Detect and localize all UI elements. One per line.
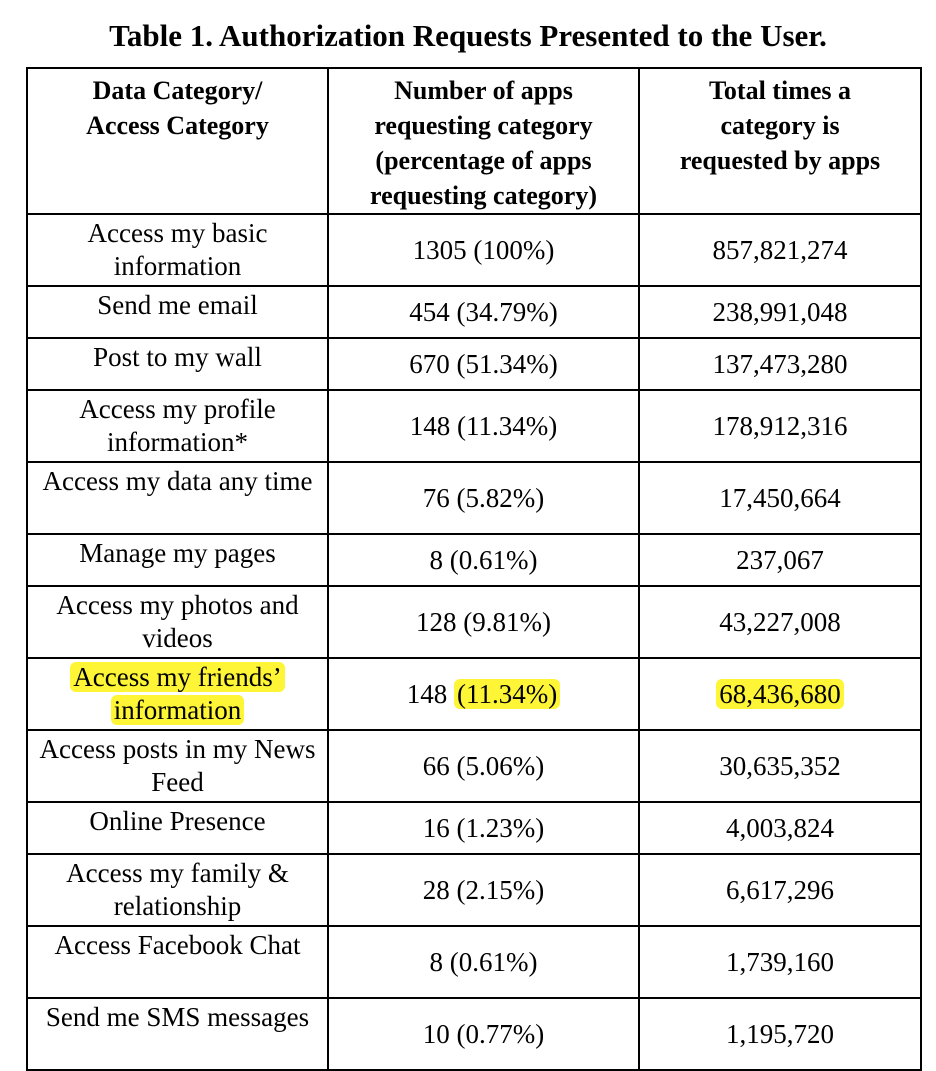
apps-percentage: (0.61%) (449, 946, 538, 977)
apps-count-cell (328, 338, 639, 390)
total-requests: 1,739,160 (726, 946, 834, 977)
category-text: Manage my pages (79, 538, 276, 568)
apps-count: 8 (429, 544, 443, 575)
category-cell (27, 926, 328, 998)
apps-count: 8 (429, 946, 443, 977)
table-row (27, 926, 921, 998)
apps-count-cell (328, 926, 639, 998)
apps-count-cell (328, 462, 639, 534)
total-requests: 30,635,352 (719, 750, 841, 781)
category-text: Access my family & relationship (66, 858, 289, 921)
total-requests-cell (639, 998, 921, 1070)
total-requests-cell (639, 658, 921, 730)
total-requests: 178,912,316 (712, 410, 848, 441)
apps-count-cell (328, 214, 639, 286)
table-row (27, 854, 921, 926)
apps-count-cell (328, 998, 639, 1070)
table-row (27, 802, 921, 854)
total-requests-cell (639, 802, 921, 854)
total-requests-cell (639, 730, 921, 802)
apps-percentage: (11.34%) (457, 410, 558, 441)
category-cell (27, 802, 328, 854)
apps-count: 10 (422, 1018, 450, 1049)
apps-count-cell (328, 534, 639, 586)
table-row (27, 214, 921, 286)
apps-percentage: (0.77%) (456, 1018, 545, 1049)
total-requests-cell (639, 586, 921, 658)
apps-count-cell (328, 390, 639, 462)
category-cell (27, 338, 328, 390)
category-cell (27, 534, 328, 586)
total-requests: 857,821,274 (712, 234, 848, 265)
header-total-times: Total times a category is requested by apps (639, 68, 921, 214)
table-row (27, 462, 921, 534)
total-requests: 4,003,824 (726, 812, 834, 843)
total-requests-cell (639, 534, 921, 586)
table-row (27, 998, 921, 1070)
total-requests-cell (639, 462, 921, 534)
apps-percentage: (1.23%) (456, 812, 545, 843)
total-requests: 237,067 (736, 544, 824, 575)
category-cell (27, 390, 328, 462)
category-cell (27, 854, 328, 926)
table-row (27, 658, 921, 730)
table-row (27, 338, 921, 390)
apps-count-cell (328, 658, 639, 730)
total-requests-cell (639, 926, 921, 998)
apps-percentage: (5.06%) (456, 750, 545, 781)
total-requests: 43,227,008 (719, 606, 841, 637)
apps-count: 1305 (412, 234, 467, 265)
total-requests-cell (639, 854, 921, 926)
category-text: Access posts in my News Feed (39, 734, 316, 797)
table-row (27, 534, 921, 586)
apps-percentage: (11.34%) (454, 679, 560, 709)
apps-count-cell (328, 286, 639, 338)
category-text: Access my friends’ information (70, 662, 284, 725)
category-cell (27, 214, 328, 286)
table-title: Table 1. Authorization Requests Presented to the User. (109, 18, 827, 53)
apps-count: 16 (422, 812, 450, 843)
category-cell (27, 286, 328, 338)
category-cell (27, 730, 328, 802)
apps-count: 28 (422, 874, 450, 905)
table-row (27, 730, 921, 802)
category-text: Online Presence (89, 806, 266, 836)
total-requests: 6,617,296 (726, 874, 834, 905)
apps-count: 148 (409, 410, 451, 441)
total-requests-cell (639, 338, 921, 390)
apps-count: 670 (409, 348, 450, 379)
apps-percentage: (2.15%) (456, 874, 545, 905)
authorization-requests-table (26, 67, 922, 1071)
category-text: Send me SMS messages (45, 1002, 310, 1032)
apps-count: 148 (406, 678, 448, 709)
category-text: Send me email (97, 290, 258, 320)
total-requests: 238,991,048 (712, 296, 848, 327)
table-row (27, 286, 921, 338)
header-row (27, 68, 921, 214)
apps-count: 454 (409, 296, 450, 327)
table-row (27, 586, 921, 658)
apps-percentage: (34.79%) (456, 296, 558, 327)
category-cell (27, 462, 328, 534)
total-requests-cell (639, 390, 921, 462)
apps-percentage: (51.34%) (456, 348, 558, 379)
total-requests-cell (639, 214, 921, 286)
category-text: Post to my wall (93, 342, 262, 372)
apps-percentage: (0.61%) (449, 544, 538, 575)
apps-count-cell (328, 802, 639, 854)
category-text: Access my data any time (42, 466, 313, 496)
apps-count: 66 (422, 750, 450, 781)
total-requests: 68,436,680 (716, 679, 844, 709)
total-requests-cell (639, 286, 921, 338)
table-row (27, 390, 921, 462)
apps-count-cell (328, 730, 639, 802)
header-category: Data Category/ Access Category (27, 68, 328, 214)
total-requests: 137,473,280 (712, 348, 848, 379)
total-requests: 1,195,720 (726, 1018, 834, 1049)
apps-percentage: (5.82%) (456, 482, 545, 513)
header-number-of-apps: Number of apps requesting category (percentage of apps requesting category) (328, 68, 639, 214)
apps-count-cell (328, 854, 639, 926)
category-text: Access my basic information (87, 218, 268, 281)
category-text: Access my photos and videos (56, 590, 299, 653)
category-cell (27, 586, 328, 658)
apps-count-cell (328, 586, 639, 658)
table-body (27, 214, 921, 1070)
category-cell (27, 998, 328, 1070)
apps-count: 76 (422, 482, 450, 513)
apps-percentage: (9.81%) (463, 606, 551, 637)
category-text: Access Facebook Chat (54, 930, 301, 960)
category-text: Access my profile information* (79, 394, 276, 457)
apps-count: 128 (416, 606, 457, 637)
total-requests: 17,450,664 (719, 482, 841, 513)
category-cell (27, 658, 328, 730)
apps-percentage: (100%) (473, 234, 555, 265)
